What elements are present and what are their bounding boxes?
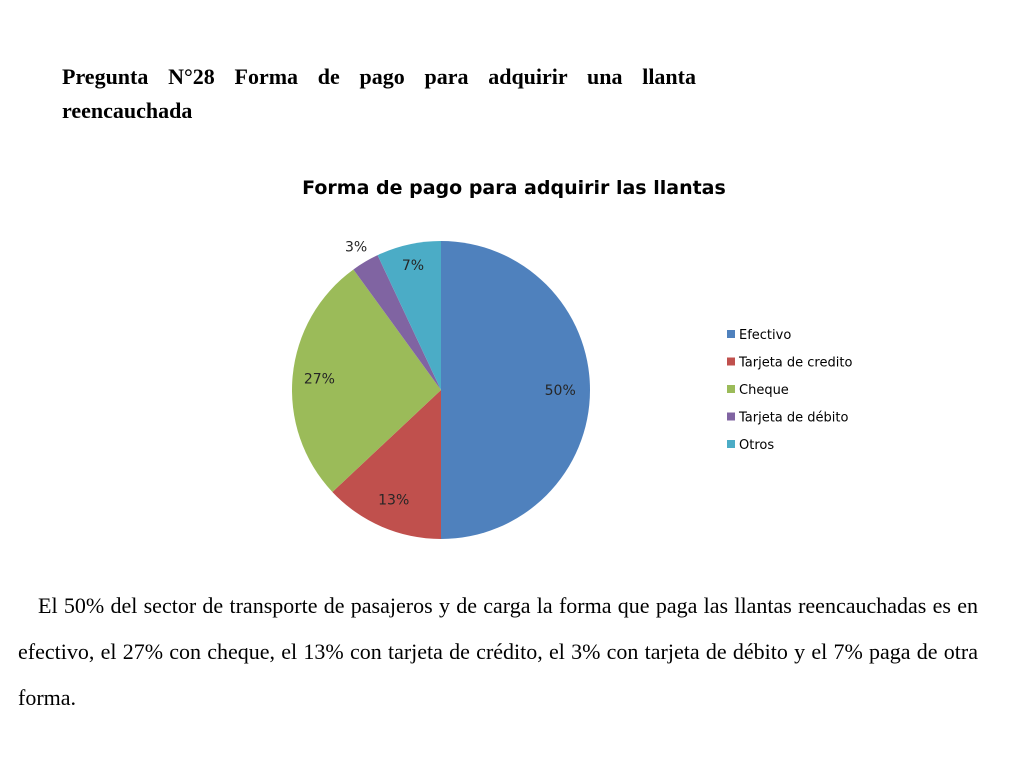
legend-label-otros: Otros	[739, 438, 775, 453]
legend-swatch-otros	[727, 440, 735, 448]
legend-label-tarjeta-de-credito: Tarjeta de credito	[739, 355, 853, 371]
data-label-cheque: 27%	[303, 371, 335, 388]
chart-title: Forma de pago para adquirir las llantas	[302, 177, 726, 199]
legend-label-tarjeta-de-debito: Tarjeta de débito	[739, 410, 849, 426]
legend-swatch-tarjeta-de-debito	[727, 413, 735, 421]
data-label-tarjeta-de-debito: 3%	[344, 239, 368, 256]
data-label-tarjeta-de-credito: 13%	[378, 492, 410, 509]
legend-label-efectivo: Efectivo	[739, 328, 792, 343]
legend-label-cheque: Cheque	[739, 383, 789, 398]
legend-swatch-efectivo	[727, 330, 735, 338]
legend-swatch-cheque	[727, 385, 735, 393]
conclusion-paragraph: El 50% del sector de transporte de pasajeros y de carga la forma que paga las llantas reencauchadas es en efectivo, el 27% con cheque, el 13% con tarjeta de crédito, el 3% con tarjeta de débito y el 7% paga de otra forma.	[18, 593, 978, 710]
chart-legend	[727, 328, 852, 453]
question-heading: Pregunta N°28 Forma de pago para adquirir una llanta reencauchada	[62, 64, 696, 123]
data-label-efectivo: 50%	[544, 383, 576, 399]
legend-swatch-tarjeta-de-credito	[727, 358, 735, 366]
data-label-otros: 7%	[401, 257, 425, 274]
